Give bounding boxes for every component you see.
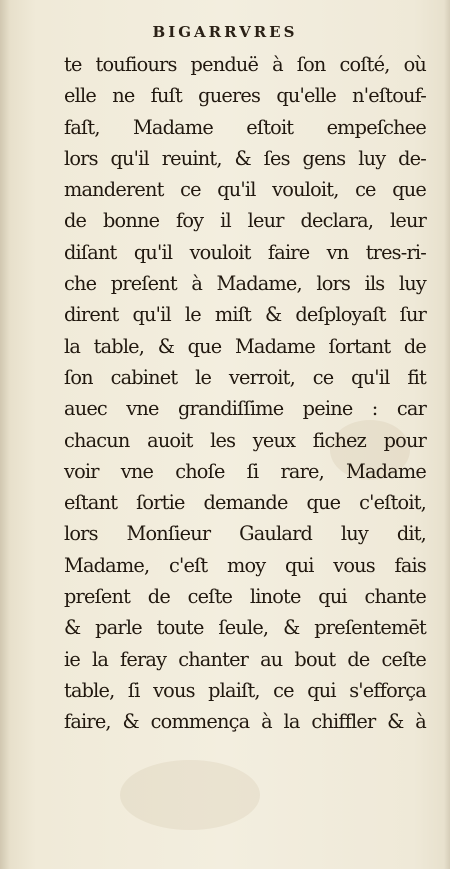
text-line: auec vne grandiſſime peine : car [64, 397, 426, 421]
text-line: ie la feray chanter au bout de ceſte [64, 647, 426, 671]
body-text [64, 49, 426, 738]
text-line: & parle toute ſeule, & preſentemēt [64, 616, 426, 640]
paper-stain [120, 760, 260, 830]
text-line: table, ſi vous plaiſt, ce qui s'efforça [64, 678, 426, 702]
text-line: che preſent à Madame, lors ils luy [64, 272, 426, 296]
text-line: la table, & que Madame ſortant de [64, 334, 426, 358]
text-line: elle ne fuſt gueres qu'elle n'eſtouf- [64, 84, 426, 108]
text-line: te toufiours penduë à ſon coſté, où [64, 53, 426, 76]
gutter-shadow [0, 0, 10, 869]
text-line: manderent ce qu'il vouloit, ce que [64, 178, 426, 202]
text-line: chacun auoit les yeux fichez pour [64, 428, 426, 452]
text-line: preſent de ceſte linote qui chante [64, 585, 426, 609]
text-line: ſon cabinet le verroit, ce qu'il fit [64, 365, 426, 389]
text-line: eſtant ſortie demande que c'eſtoit, [64, 491, 426, 515]
text-line: lors Monſieur Gaulard luy dit, [64, 522, 426, 546]
text-line: lors qu'il reuint, & ſes gens luy de- [64, 146, 426, 170]
text-line: diſant qu'il vouloit faire vn tres-ri- [64, 240, 426, 264]
text-line: voir vne choſe ſi rare, Madame [64, 459, 426, 483]
text-line: Madame, c'eſt moy qui vous fais [64, 553, 426, 577]
running-head: BIGARRVRES [152, 23, 298, 41]
text-line: faire, & commença à la chiffler & à [64, 710, 426, 734]
text-line: de bonne foy il leur declara, leur [64, 209, 426, 233]
page-edge [444, 0, 450, 869]
text-line: faſt, Madame eſtoit empeſchee [64, 115, 426, 139]
text-line: dirent qu'il le miſt & deſployaſt ſur [64, 303, 426, 327]
